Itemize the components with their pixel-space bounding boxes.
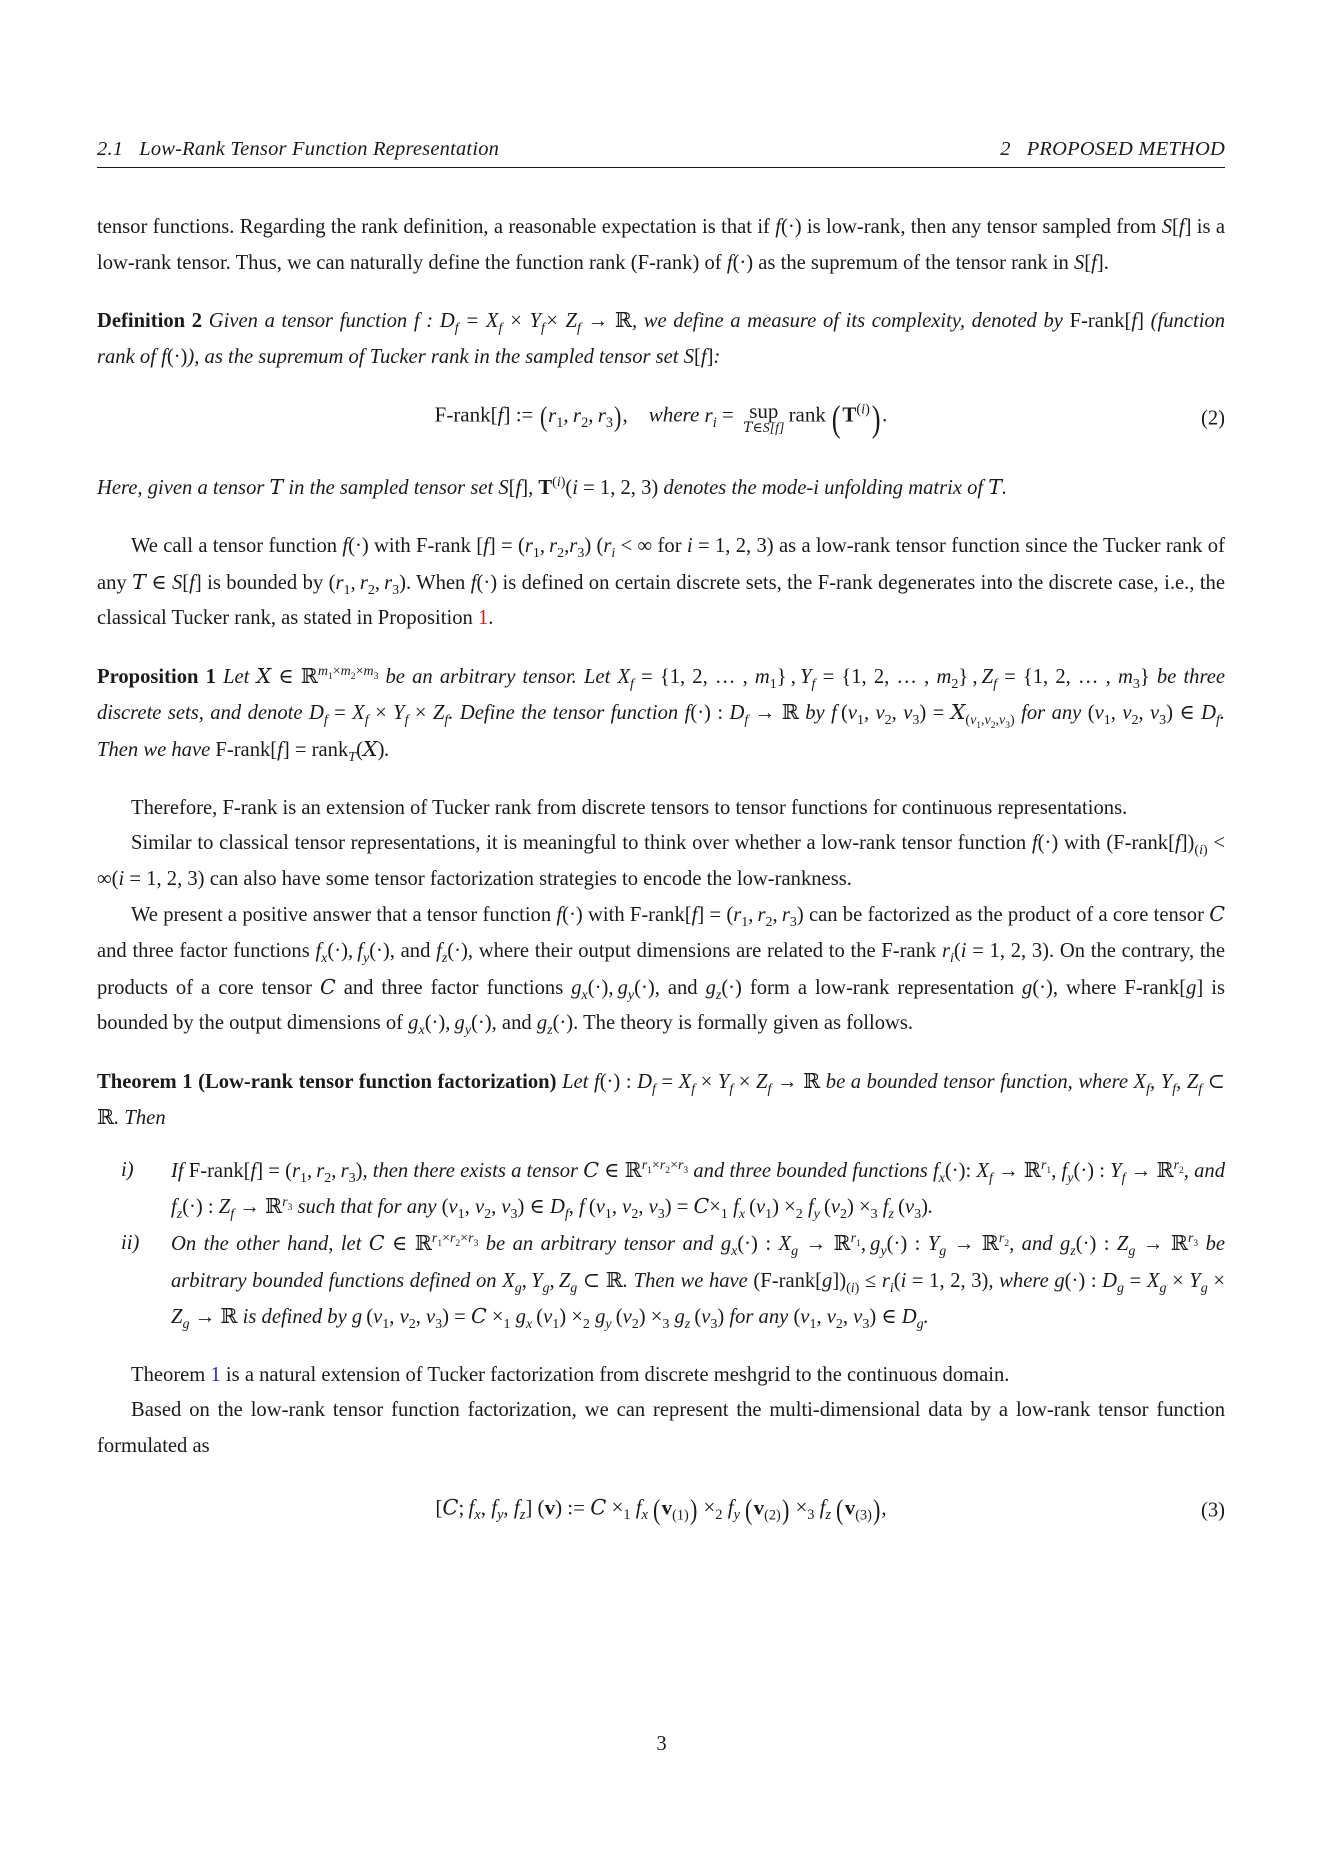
text-run: , where [988,1269,1055,1292]
paragraph-tensor-functions: tensor functions. Regarding the rank definition, a reasonable expectation is that if f(·) is low-rank, then any tensor sampled from S[f] is a low-rank tensor. Thus, we can naturally define the function rank (F-rank) of f(·) as the supremum of the tensor rank in S[f]. [97,216,1225,274]
running-head-left-title: Low-Rank Tensor Function Representation [139,138,500,160]
text-run: be arbitrary bounded functions defined on [171,1233,1226,1292]
item-marker: ii) [121,1232,140,1255]
math-f-dot: f [775,216,781,238]
math-sup-limit: sup T∈S[f] [743,398,785,436]
text-run: with [1058,832,1107,855]
text-run: If [171,1159,189,1182]
text-run: be a bounded tensor function, where [820,1070,1134,1093]
text-run: . [384,738,390,761]
text-run: form a low-rank representation [741,976,1023,999]
equation-2-body: F-rank[f] := ($r_1$, $r_2$, $r_3$), where $r_i$ = sup T∈S[f] rank $(T^{(i)})$. [434,398,888,440]
math-def2-domain: f [413,310,420,333]
running-head-right-title: PROPOSED METHOD [1026,138,1225,160]
text-run: tensor functions. Regarding the rank definition, a reasonable expectation is that if [97,216,776,238]
theorem-1-items [97,1153,1225,1336]
paragraph-similar-to-classical: Similar to classical tensor representations, it is meaningful to think over whether a low-rank tensor function f(·) with $(F-rank[f])_{(i)} < \infty(i = 1$, 2, 3) can also have some tensor factorization strategies to encode the low-rankness. [97,832,1225,890]
math-cal-T: T [269,475,284,500]
text-run: is a low-rank tensor. Thus, we can naturally define the function rank (F-rank) of [97,216,1225,274]
equation-3 [97,1495,1225,1527]
math-sf: S [1161,216,1172,238]
page-number: 3 [656,1733,667,1755]
paragraph-therefore: Therefore, F-rank is an extension of Tucker rank from discrete tensors to tensor functions for continuous representations. [131,796,1128,819]
text-run: . On the contrary, the products of a core tensor [97,939,1225,999]
text-run: is low-rank, then any tensor sampled from [801,216,1162,238]
text-run: We call a tensor function [131,534,343,557]
running-head-left-number: 2.1 [97,138,124,160]
theorem-1: Theorem 1 (Low-rank tensor function factorization) Let f(·) : $D_f = X_f \times Y_f \times Z_f$ → ℝ be a bounded tensor function, where $X_f$, $Y_f$, $Z_f$ ⊂ ℝ. Then [97,1068,1226,1130]
text-run: , then there exists a tensor [362,1159,584,1182]
text-run: : [713,345,721,368]
text-run: can be factorized as the product of a core tensor [803,904,1210,927]
math-f-dot: f [726,251,733,274]
text-run: On the other hand, let [171,1233,369,1256]
text-run: . Define the tensor function [448,702,685,725]
equation-3-number: (3) [1200,1499,1225,1522]
header-rule [97,167,1225,168]
text-run: be an arbitrary tensor. Let [378,665,618,688]
text-run: is a natural extension of Tucker factorization from discrete meshgrid to the continuous domain. [220,1363,1010,1386]
text-run: Let [223,665,257,688]
text-run: Similar to classical tensor representations, it is meaningful to think over whether a low-rank tensor function [131,832,1032,855]
text-run: is defined on certain discrete sets, the F-rank degenerates into the discrete case, i.e., the classical Tucker rank, as stated in Proposition [97,571,1225,630]
paragraph-we-call: We call a tensor function f(·) with F-rank $[f] = (r_1$, $r_2,r_3$) ($r_i$ < ∞ for i = 1, 2, 3) as a low-rank tensor function since the Tucker rank of any T ∈ S[f] is bounded by ($r_1$, $r_2$, $r_3$). When f(·) is defined on certain discrete sets, the F-rank degenerates into the discrete case, i.e., the classical Tucker rank, as stated in Proposition 1. [97,534,1225,630]
proposition-1: Proposition 1 Let X ∈ ℝ$^{m_1\times m_2\times m_3}$ be an arbitrary tensor. Let $X_f = \{1$, 2, … , $m_1$} , $Y_f = \{1$, 2, … , $m_2$} , $Z_f = \{1$, 2, … , $m_3$} be three discrete sets, and denote $D_f = X_f \times Y_f \times Z_f$. Define the tensor function f(·) : $D_f$ → ℝ by f ($v_1$, $v_2$, $v_3) = X_{(v_1,v_2,v_3)}$ for any ($v_1$, $v_2$, $v_3$) ∈ $D_f$. Then we have F-rank[f] = rank$_T$(X). [97,663,1226,766]
text-run: is bounded by [201,571,329,594]
theorem-1-label: Theorem 1 (Low-rank tensor function factorization) [97,1070,557,1093]
text-run: . [927,1196,934,1219]
equation-2 [97,397,1225,440]
text-run: is bounded by the output dimensions of [97,976,1226,1035]
text-run: is defined by [237,1306,352,1329]
math-sf: S [1073,251,1085,274]
cross-ref-proposition-1[interactable]: 1 [477,607,489,630]
text-run: . [923,1306,929,1329]
text-run: Let [562,1070,594,1093]
text-run: for any [724,1306,794,1329]
text-run: . When [405,571,471,594]
running-head-left [97,138,499,161]
paragraph-based-on: Based on the low-rank tensor function factorization, we can represent the multi-dimensional data by a low-rank tensor function formulated as [97,1399,1225,1458]
text-run: for any [1014,702,1088,725]
running-head [97,138,1225,167]
text-run: denotes the mode-i unfolding matrix of [658,477,989,500]
text-run: can also have some tensor factorization strategies to encode the low-rankness. [204,867,852,890]
cross-ref-theorem-1[interactable]: 1 [210,1363,221,1386]
text-run: by [798,702,832,725]
text-run: . [1103,251,1109,274]
item-marker: i) [121,1158,134,1181]
text-run: Given a tensor function [208,310,414,333]
text-run: , we define a measure of its complexity, denoted by [631,310,1070,333]
paragraph-we-present: We present a positive answer that a tensor function f(·) with F-rank[f] = ($r_1$, $r_2$, $r_3$) can be factorized as the product of a core tensor C and three factor functions $f_x(\cdot)$, $f_y(\cdot)$, and $f_z(\cdot)$, where their output dimensions are related to the F-rank $r_i(i = 1$, 2, 3). On the contrary, the products of a core tensor C and three factor functions $g_x(\cdot)$, $g_y(\cdot)$, and $g_z(\cdot)$ form a low-rank representation g(·), where F-rank[g] is bounded by the output dimensions of $g_x(\cdot)$, $g_y(\cdot)$, and $g_z(\cdot)$. The theory is formally given as follows. [97,902,1226,1039]
text-run: be three discrete sets, and denote [97,665,1225,725]
text-run: We present a positive answer that a tensor function [131,904,557,927]
text-run: . Then we have [622,1269,754,1292]
text-run: . Then we have [97,702,1226,761]
definition-2-label: Definition 2 [97,310,203,333]
text-run: . [488,607,494,630]
equation-3-body: [C; $f_x$, $f_y$, $f_z$] (v) := $C \times_1$ $f_x$ $(v_{(1)}) \times_2$ $f_y$ $(v_{(2)}) \times_3$ $f_z$ $(v_{(3)})$, [435,1494,887,1526]
text-run: . Then [114,1107,166,1130]
proposition-1-label: Proposition 1 [97,665,216,688]
text-run: such that for any [292,1196,442,1219]
paragraph-theorem-1-extension [97,1358,1225,1394]
text-run: (function rank of [97,310,1226,368]
definition-2: Definition 2 Given a tensor function f : $D_f = X_f \times Y_f\times Z_f$ → ℝ, we define a measure of its complexity, denoted by F-rank[f] (function rank of f(·)), as the supremum of Tucker rank in the sampled tensor set S[f]: [97,308,1226,368]
text-run: . The theory is formally given as follows. [573,1012,914,1035]
text-run: ), as the supremum of Tucker rank in the sampled tensor set [187,345,684,368]
text-run: and three bounded functions [688,1159,933,1182]
text-run: and three factor functions [97,939,316,962]
text-run: be an arbitrary tensor and [478,1233,721,1256]
text-run: as the supremum of the tensor rank in [753,251,1074,274]
text-run: , where their output dimensions are related to the F-rank [467,939,942,962]
text-run: Theorem [131,1363,211,1386]
text-run: , where [1052,976,1125,999]
running-head-right [1000,138,1225,161]
math-frank-f: F-rank[f] [1069,310,1144,333]
text-run: Here, given a tensor [97,477,270,500]
text-run: and three factor functions [335,976,572,999]
theorem-1-item-i: i) If F-rank[f] = ($r_1$, $r_2$, $r_3$), then there exists a tensor C ∈ ℝ$^{r_1\times r_2\times r_3}$ and three bounded functions $f_x(\cdot)$: $X_f$ → ℝ$^{r_1}$, $f_y(\cdot)$ : $Y_f$ → ℝ$^{r_2}$, and $f_z(\cdot)$ : $Z_f$ → ℝ$^{r_3}$ such that for any ($v_1$, $v_2$, $v_3$) ∈ $D_f$, f ($v_1$, $v_2$, $v_3) = C\times_1$ $f_x$ $(v_1) \times_2$ $f_y$ $(v_2) \times_3$ $f_z$ $(v_3)$. [97,1153,1225,1226]
text-run: in the sampled tensor set [283,477,499,500]
paragraph-here-given: Here, given a tensor T in the sampled tensor set S[f], $T^{(i)}(i = 1$, 2, 3) denotes the mode-i unfolding matrix of T. [97,475,1008,500]
equation-2-number: (2) [1200,407,1225,430]
text-run: with F-rank [368,534,477,557]
running-head-right-number: 2 [1000,138,1011,160]
theorem-1-item-ii: ii) On the other hand, let C ∈ ℝ$^{r_1\times r_2\times r_3}$ be an arbitrary tensor and $g_x(\cdot)$ : $X_g$ → ℝ$^{r_1}$, $g_y(\cdot)$ : $Y_g$ → ℝ$^{r_2}$, and $g_z(\cdot)$ : $Z_g$ → ℝ$^{r_3}$ be arbitrary bounded functions defined on $X_g$, $Y_g$, $Z_g$ ⊂ ℝ. Then we have $(F-rank[g])_{(i)} \le r_i(i = 1$, 2, 3), where g(·) : $D_g = X_g \times Y_g \times Z_g$ → ℝ is defined by g ($v_1$, $v_2$, $v_3) = C \times_1$ $g_x$ $(v_1) \times_2$ $g_y$ $(v_2) \times_3$ $g_z$ $(v_3)$ for any ($v_1$, $v_2$, $v_3$) ∈ $D_g$. [97,1226,1225,1336]
text-run: . [1002,477,1008,500]
text-run: as a low-rank tensor function since the Tucker rank of any [97,534,1225,594]
text-run: with [582,904,630,927]
page-content [97,138,1225,1527]
